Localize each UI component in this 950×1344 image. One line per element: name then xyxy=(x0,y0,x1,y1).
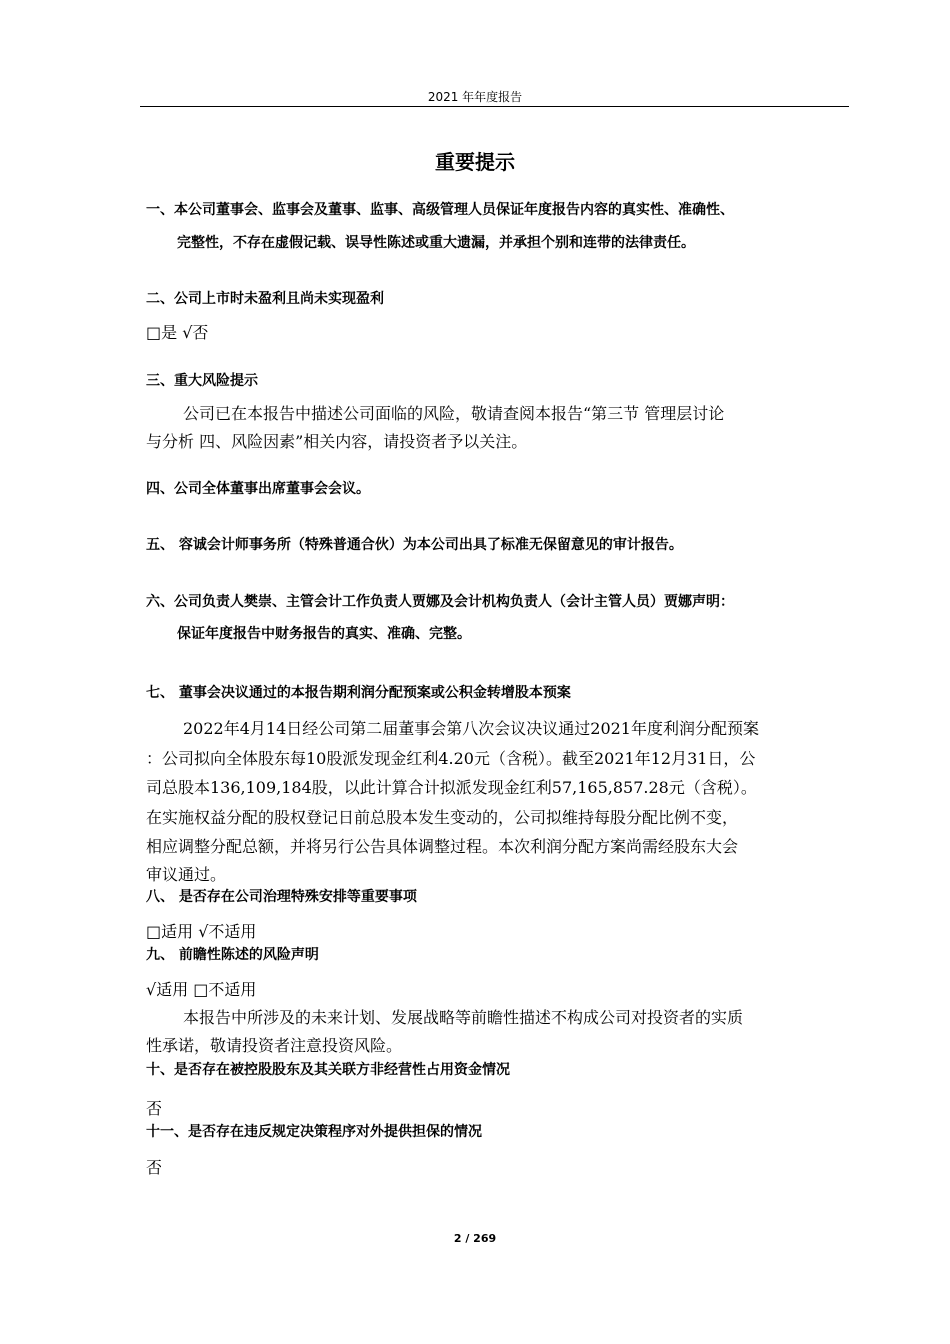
page-number: 2 / 269 xyxy=(453,1232,497,1245)
section-1-line-1: 一、本公司董事会、监事会及董事、监事、高级管理人员保证年度报告内容的真实性、准确性、 xyxy=(146,202,734,218)
section-4-heading: 四、公司全体董事出席董事会会议。 xyxy=(146,481,370,497)
header-divider xyxy=(140,106,849,107)
section-2-heading: 二、公司上市时未盈利且尚未实现盈利 xyxy=(146,291,384,307)
section-7-line-1: 2022年4月14日经公司第二届董事会第八次会议决议通过2021年度利润分配预案 xyxy=(183,719,759,738)
report-header: 2021 年年度报告 xyxy=(427,90,523,104)
section-1-line-2: 完整性，不存在虚假记载、误导性陈述或重大遗漏，并承担个别和连带的法律责任。 xyxy=(177,235,695,251)
section-7-line-2: ：公司拟向全体股东每10股派发现金红利4.20元（含税）。截至2021年12月31日，公 xyxy=(146,749,756,768)
section-7-line-6: 审议通过。 xyxy=(146,865,227,884)
section-7-line-4: 在实施权益分配的股权登记日前总股本发生变动的，公司拟维持每股分配比例不变， xyxy=(146,808,739,827)
section-3-line-2: 与分析 四、风险因素”相关内容，请投资者予以关注。 xyxy=(146,432,528,451)
section-11-answer: 否 xyxy=(146,1158,163,1177)
section-9-line-1: 本报告中所涉及的未来计划、发展战略等前瞻性描述不构成公司对投资者的实质 xyxy=(183,1008,744,1027)
section-9-options: √适用 □不适用 xyxy=(146,980,257,999)
section-7-heading: 七、 董事会决议通过的本报告期利润分配预案或公积金转增股本预案 xyxy=(146,685,571,701)
section-3-line-1: 公司已在本报告中描述公司面临的风险，敬请查阅本报告“第三节 管理层讨论 xyxy=(183,404,725,423)
page-title: 重要提示 xyxy=(435,150,515,174)
section-7-line-3: 司总股本136,109,184股，以此计算合计拟派发现金红利57,165,857.28元（含税）。 xyxy=(146,778,757,797)
section-7-line-5: 相应调整分配总额，并将另行公告具体调整过程。本次利润分配方案尚需经股东大会 xyxy=(146,837,739,856)
section-9-line-2: 性承诺，敬请投资者注意投资风险。 xyxy=(146,1036,403,1055)
section-9-heading: 九、 前瞻性陈述的风险声明 xyxy=(146,947,319,963)
section-10-answer: 否 xyxy=(146,1099,163,1118)
section-3-heading: 三、重大风险提示 xyxy=(146,373,258,389)
section-8-options: □适用 √不适用 xyxy=(146,922,257,941)
section-5-heading: 五、 容诚会计师事务所（特殊普通合伙）为本公司出具了标准无保留意见的审计报告。 xyxy=(146,537,683,553)
section-11-heading: 十一、是否存在违反规定决策程序对外提供担保的情况 xyxy=(146,1124,482,1140)
section-2-options: □是 √否 xyxy=(146,323,209,342)
section-6-line-2: 保证年度报告中财务报告的真实、准确、完整。 xyxy=(177,626,471,642)
section-10-heading: 十、是否存在被控股股东及其关联方非经营性占用资金情况 xyxy=(146,1062,510,1078)
section-6-line-1: 六、公司负责人樊崇、主管会计工作负责人贾娜及会计机构负责人（会计主管人员）贾娜声明： xyxy=(146,594,734,610)
section-8-heading: 八、 是否存在公司治理特殊安排等重要事项 xyxy=(146,889,417,905)
